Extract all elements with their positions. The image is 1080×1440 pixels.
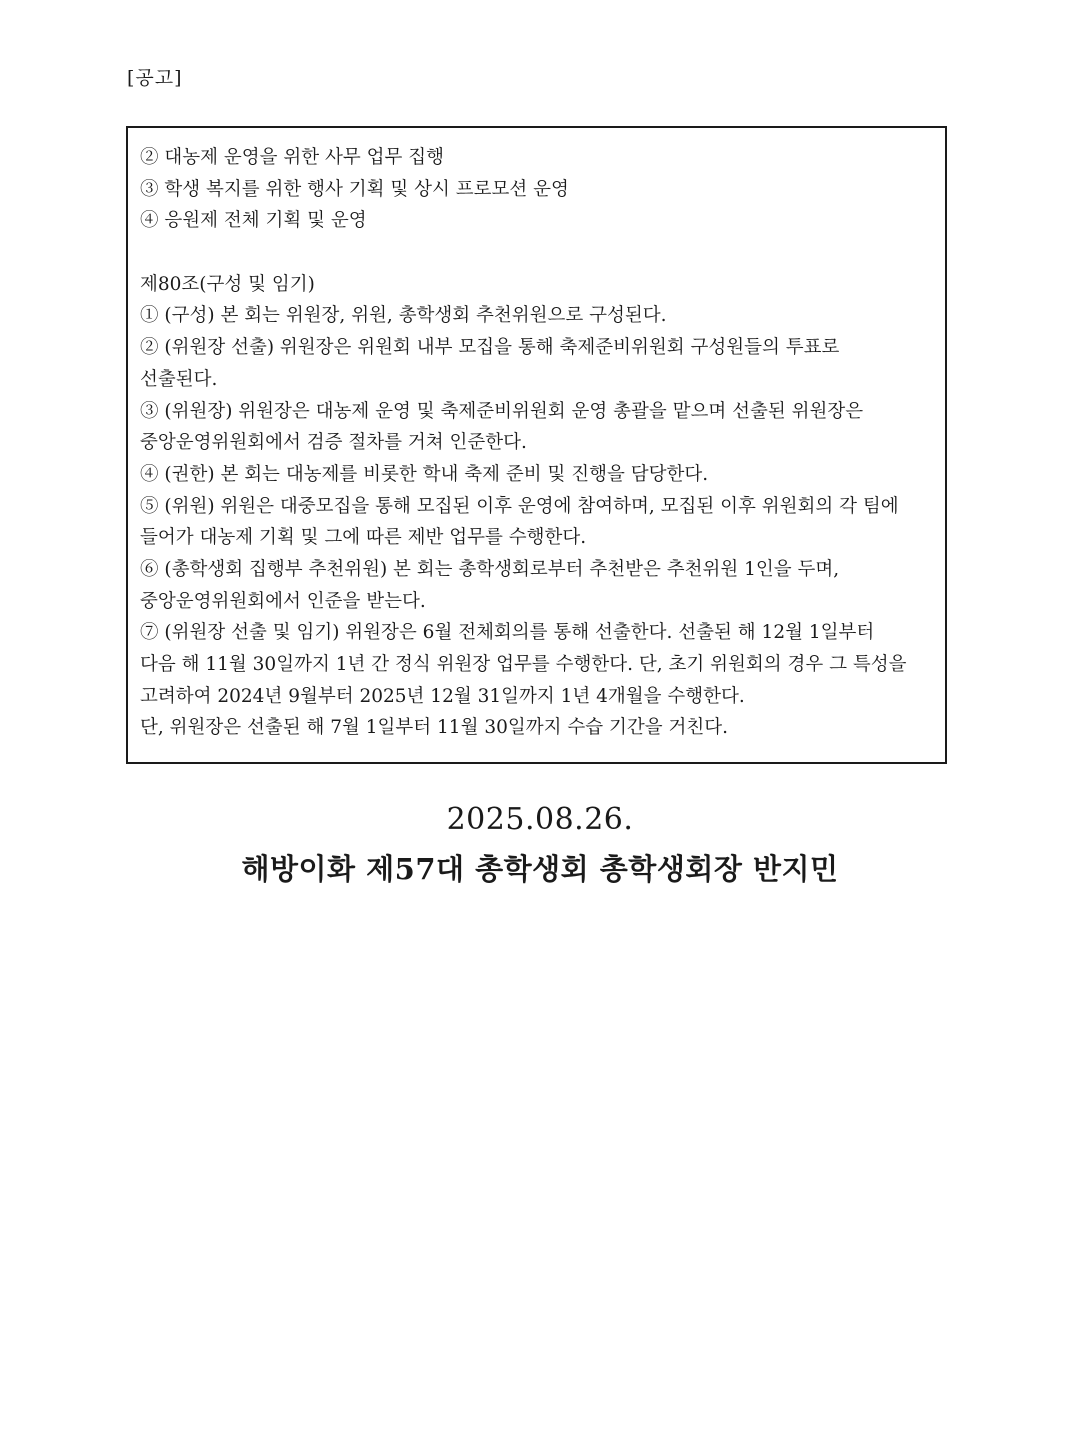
notice-signature: 해방이화 제57대 총학생회 총학생회장 반지민 [241,852,839,886]
notice-line: ⑦ (위원장 선출 및 임기) 위원장은 6월 전체회의를 통해 선출한다. 선출된 해 12월 1일부터 [140,622,875,644]
notice-header-label: [공고] [127,67,183,89]
notice-line: ② 대농제 운영을 위한 사무 업무 집행 [140,147,444,168]
notice-line: ③ 학생 복지를 위한 행사 기획 및 상시 프로모션 운영 [140,178,569,200]
notice-line: 중앙운영위원회에서 검증 절차를 거쳐 인준한다. [140,432,527,454]
notice-line: 고려하여 2024년 9월부터 2025년 12월 31일까지 1년 4개월을 수행한다. [140,685,745,707]
notice-line: ⑤ (위원) 위원은 대중모집을 통해 모집된 이후 운영에 참여하며, 모집된 이후 위원회의 각 팀에 [140,495,899,517]
notice-line: ④ (권한) 본 회는 대농제를 비롯한 학내 축제 준비 및 진행을 담당한다. [140,463,709,485]
notice-line: ① (구성) 본 회는 위원장, 위원, 총학생회 추천위원으로 구성된다. [140,305,667,327]
notice-line: 다음 해 11월 30일까지 1년 간 정식 위원장 업무를 수행한다. 단, 초기 위원회의 경우 그 특성을 [140,654,907,675]
notice-blank-line [140,237,935,269]
notice-line: 들어가 대농제 기획 및 그에 따른 제반 업무를 수행한다. [140,527,587,549]
notice-content-box [126,126,947,764]
notice-date: 2025.08.26. [446,802,634,837]
article-title: 제80조(구성 및 임기) [140,273,315,295]
notice-line: ④ 응원제 전체 기획 및 운영 [140,210,367,232]
notice-line: 선출된다. [140,368,218,390]
notice-line: ⑥ (총학생회 집행부 추천위원) 본 회는 총학생회로부터 추천받은 추천위원 1인을 두며, [140,558,840,580]
notice-line: ② (위원장 선출) 위원장은 위원회 내부 모집을 통해 축제준비위원회 구성원들의 투표로 [140,337,840,359]
notice-line: 단, 위원장은 선출된 해 7월 1일부터 11월 30일까지 수습 기간을 거친다. [140,717,728,739]
notice-line: ③ (위원장) 위원장은 대농제 운영 및 축제준비위원회 운영 총괄을 맡으며 선출된 위원장은 [140,400,864,422]
notice-line: 중앙운영위원회에서 인준을 받는다. [140,590,426,612]
